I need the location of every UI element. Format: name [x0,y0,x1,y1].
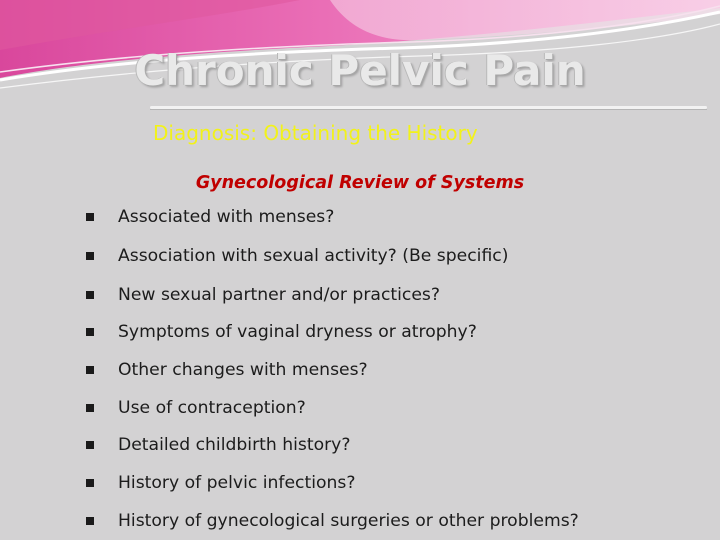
bullet-text: New sexual partner and/or practices? [118,285,441,305]
bullet-text: Symptoms of vaginal dryness or atrophy? [118,322,477,342]
list-item [86,317,477,347]
bullet-text: Detailed childbirth history? [118,435,351,455]
square-bullet-icon [86,291,94,299]
bullet-text: Associated with menses? [118,207,335,227]
square-bullet-icon [86,366,94,374]
bullet-text: Use of contraception? [118,398,306,418]
list-item [86,202,334,232]
section-heading: Gynecological Review of Systems [195,173,525,193]
bullet-text: History of gynecological surgeries or other problems? [118,511,579,531]
list-item [86,241,508,271]
square-bullet-icon [86,213,94,221]
square-bullet-icon [86,404,94,412]
list-item [86,430,350,460]
square-bullet-icon [86,328,94,336]
slide-title: Chronic Pelvic Pain [134,46,586,95]
square-bullet-icon [86,517,94,525]
square-bullet-icon [86,252,94,260]
list-item [86,280,440,310]
square-bullet-icon [86,479,94,487]
list-item [86,506,579,536]
title-underline [150,106,707,109]
bullet-text: History of pelvic infections? [118,473,356,493]
list-item [86,393,306,423]
slide-subtitle: Diagnosis: Obtaining the History [153,121,478,145]
list-item [86,355,368,385]
list-item [86,468,356,498]
bullet-text: Other changes with menses? [118,360,368,380]
square-bullet-icon [86,441,94,449]
bullet-text: Association with sexual activity? (Be specific) [118,246,509,266]
